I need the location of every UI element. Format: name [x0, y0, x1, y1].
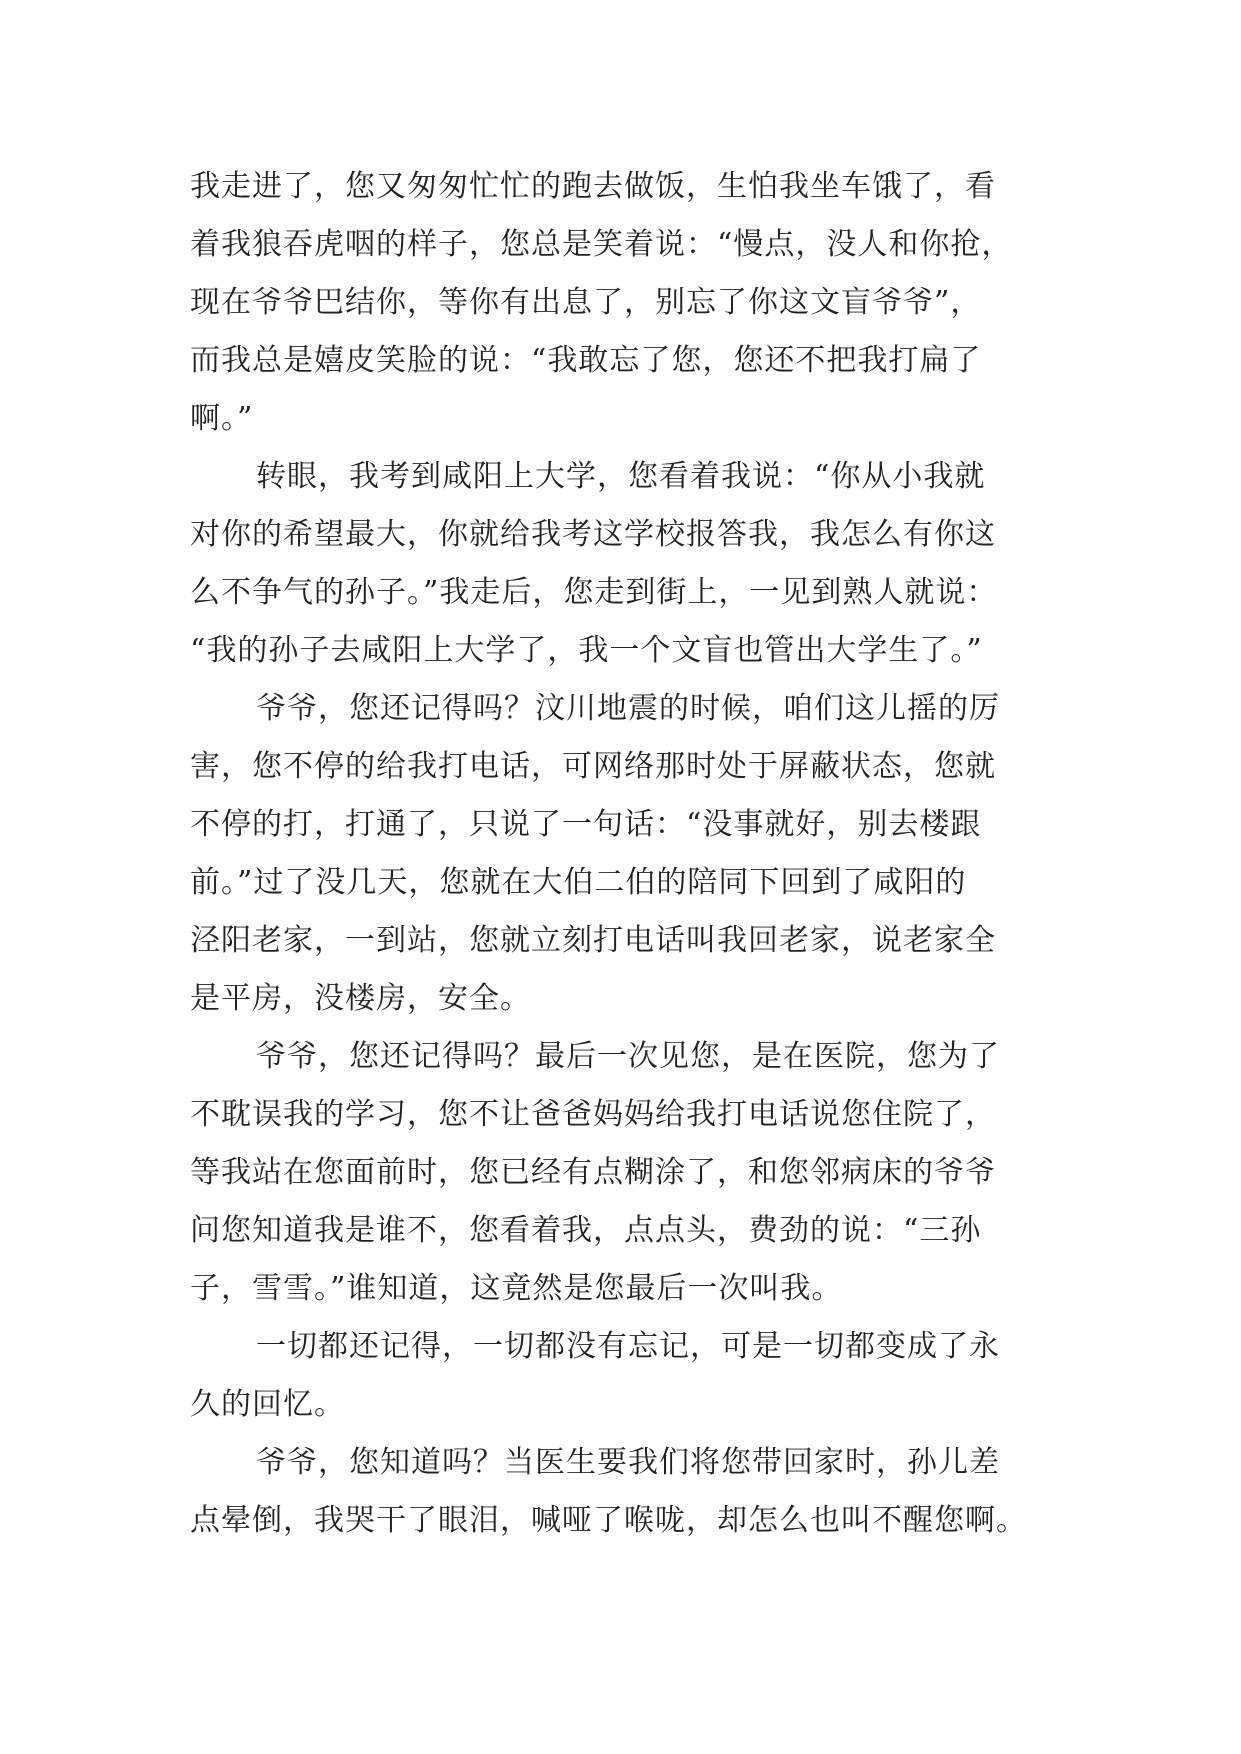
text-line: 爷爷，您还记得吗？汶川地震的时候，咱们这儿摇的厉	[256, 691, 1000, 726]
text-line: 久的回忆。	[190, 1387, 345, 1422]
text-line: 一切都还记得，一切都没有忘记，可是一切都变成了永	[256, 1329, 1000, 1364]
text-line: 着我狼吞虎咽的样子，您总是笑着说：“慢点，没人和你抢，	[190, 227, 1013, 262]
text-line: 不停的打，打通了，只说了一句话：“没事就好，别去楼跟	[190, 807, 982, 842]
text-line: 我走进了，您又匆匆忙忙的跑去做饭，生怕我坐车饿了，看	[190, 169, 996, 204]
text-line: 而我总是嬉皮笑脸的说：“我敢忘了您，您还不把我打扁了	[190, 343, 982, 378]
text-line: 啊。”	[190, 401, 254, 436]
text-line: 害，您不停的给我打电话，可网络那时处于屏蔽状态，您就	[190, 749, 996, 784]
text-line: 等我站在您面前时，您已经有点糊涂了，和您邻病床的爷爷	[190, 1155, 996, 1190]
text-line: 子，雪雪。”谁知道，这竟然是您最后一次叫我。	[190, 1271, 843, 1306]
text-line: 问您知道我是谁不，您看着我，点点头，费劲的说：“三孙	[190, 1213, 982, 1248]
text-line: “我的孙子去咸阳上大学了，我一个文盲也管出大学生了。”	[190, 633, 983, 668]
text-line: 点晕倒，我哭干了眼泪，喊哑了喉咙，却怎么也叫不醒您啊。	[190, 1503, 1027, 1538]
text-line: 泾阳老家，一到站，您就立刻打电话叫我回老家，说老家全	[190, 923, 996, 958]
text-line: 转眼，我考到咸阳上大学，您看着我说：“你从小我就	[256, 459, 986, 494]
text-line: 爷爷，您还记得吗？最后一次见您，是在医院，您为了	[256, 1039, 1000, 1074]
text-line: 爷爷，您知道吗？当医生要我们将您带回家时，孙儿差	[256, 1445, 1000, 1480]
text-line: 么不争气的孙子。”我走后，您走到街上，一见到熟人就说：	[190, 575, 998, 610]
text-line: 是平房，没楼房，安全。	[190, 981, 531, 1016]
text-line: 不耽误我的学习，您不让爸爸妈妈给我打电话说您住院了，	[190, 1097, 996, 1132]
text-line: 对你的希望最大，你就给我考这学校报答我，我怎么有你这	[190, 517, 996, 552]
text-line: 现在爷爷巴结你，等你有出息了，别忘了你这文盲爷爷”，	[190, 285, 982, 320]
text-line: 前。”过了没几天，您就在大伯二伯的陪同下回到了咸阳的	[190, 865, 967, 900]
body-text	[190, 158, 1090, 1550]
